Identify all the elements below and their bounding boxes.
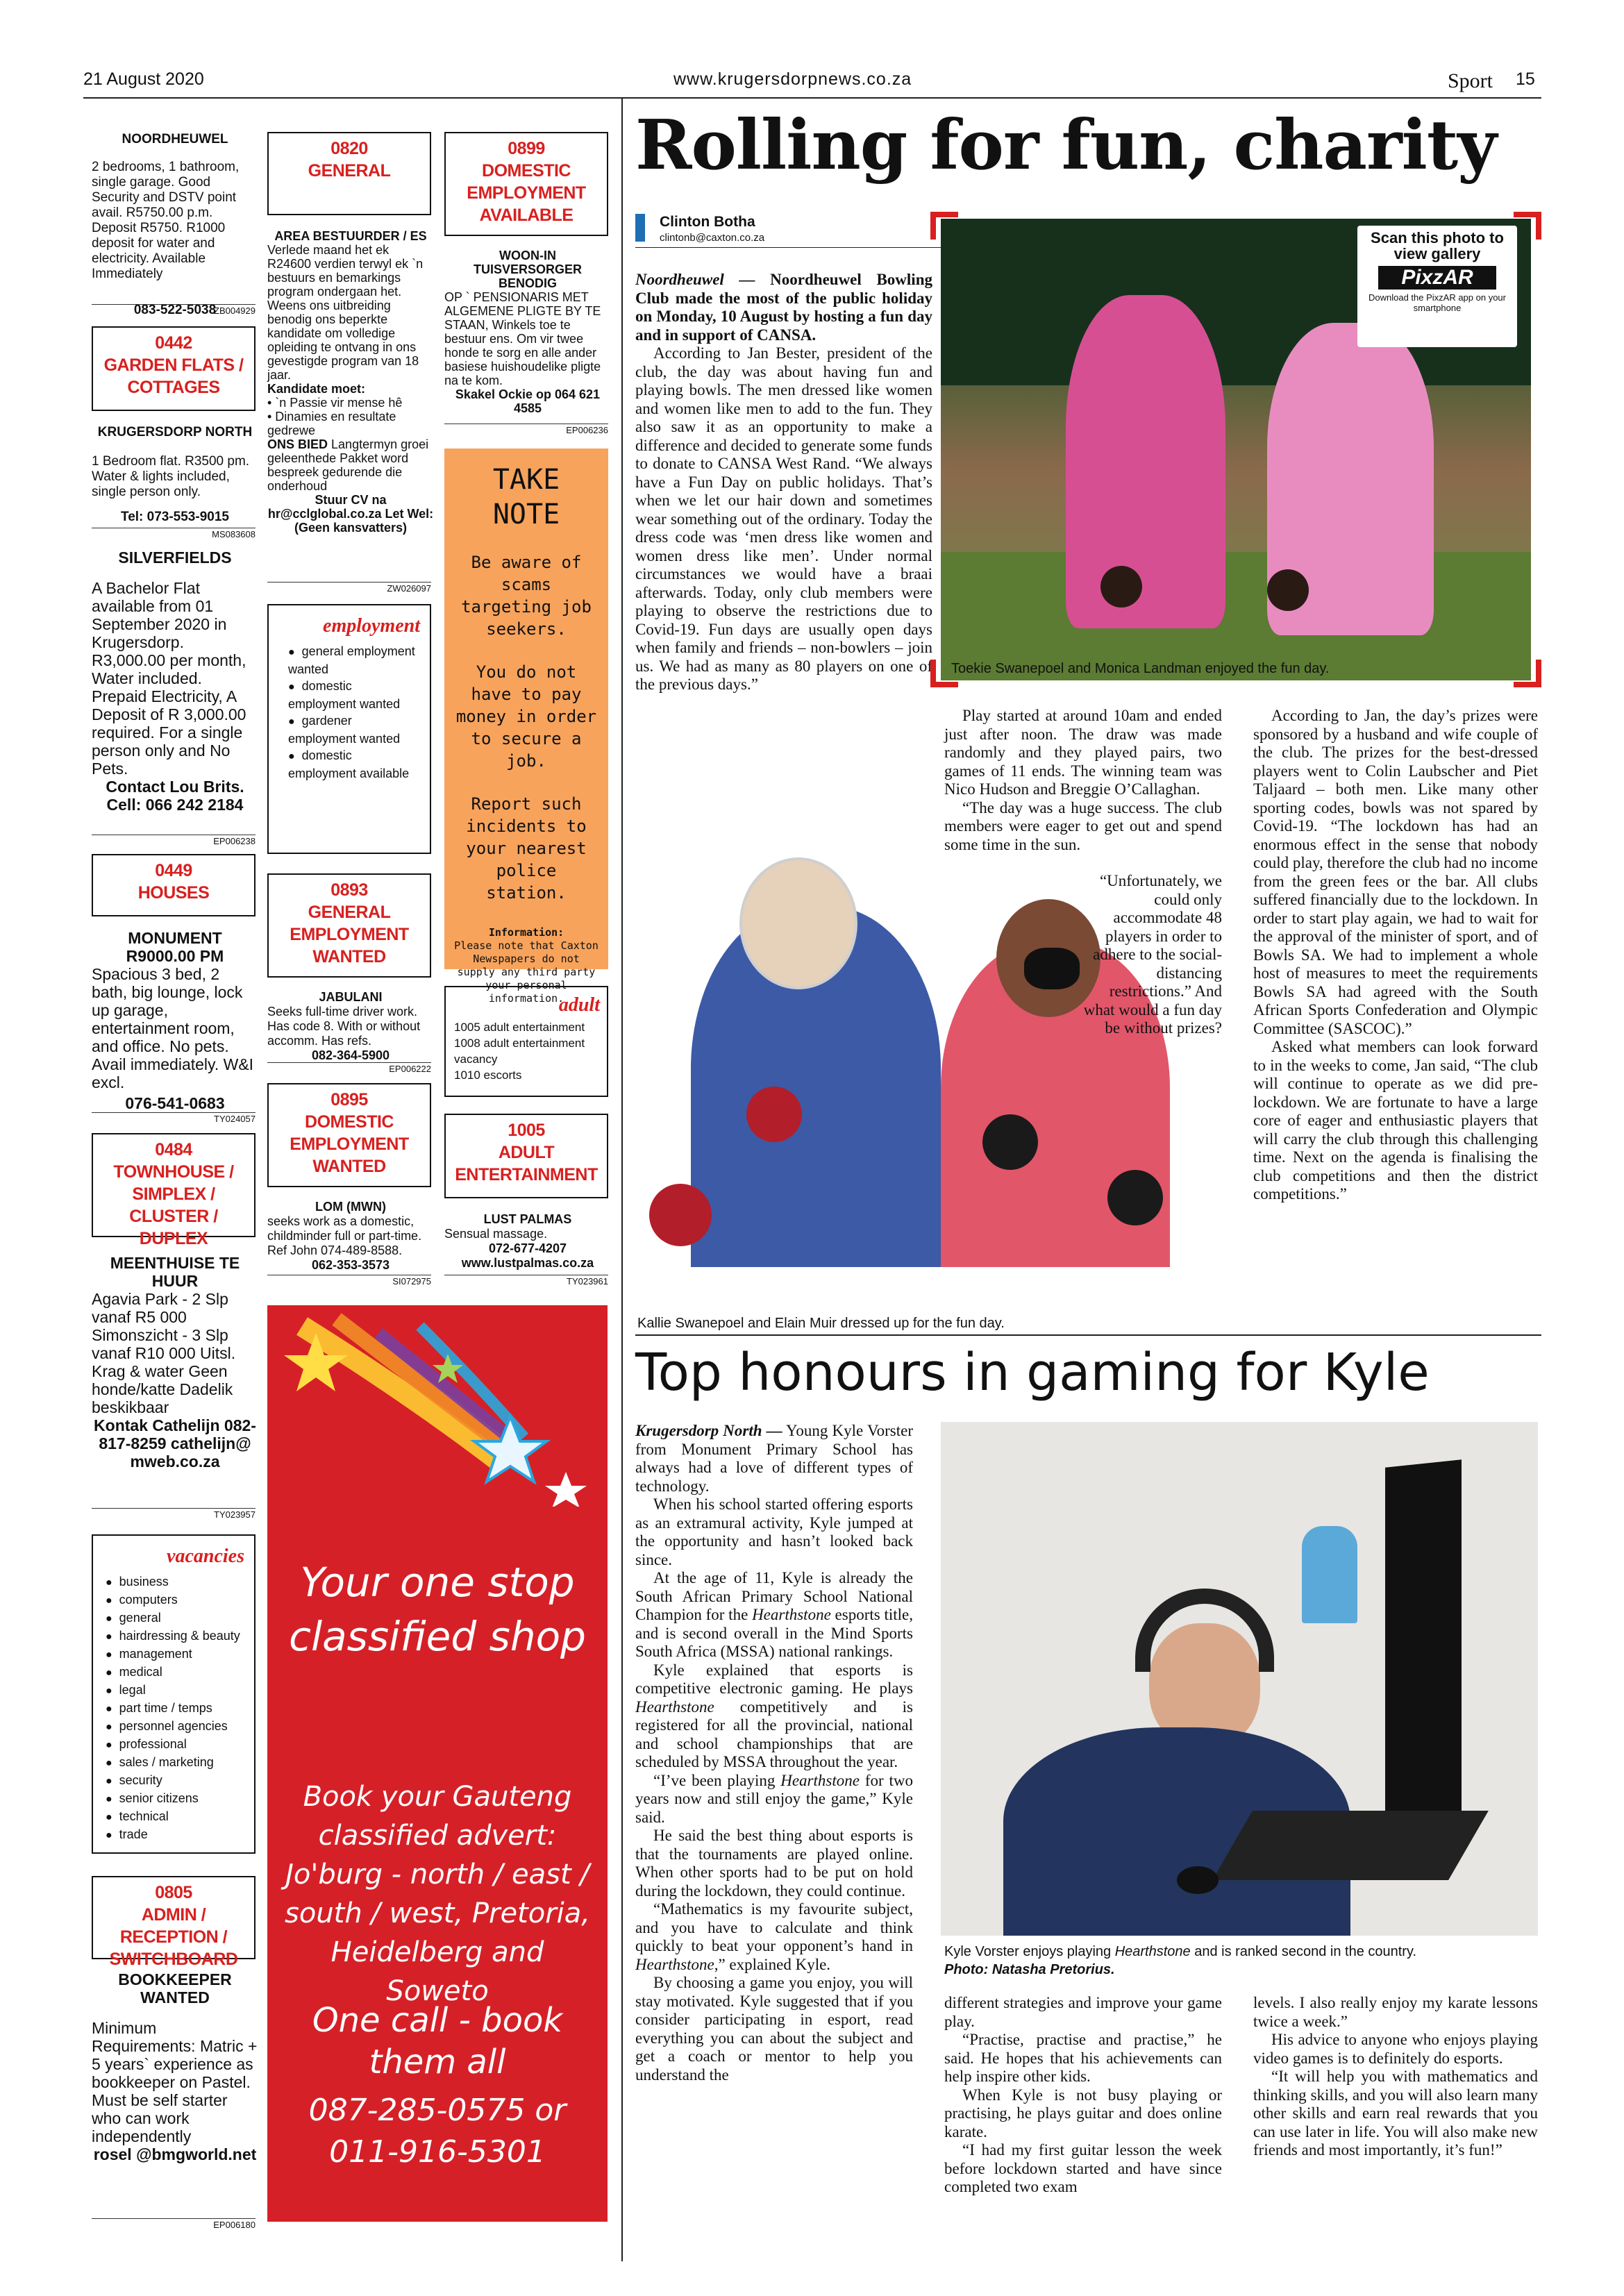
article2-col1: [635, 1422, 913, 2084]
promo-body: Book your Gauteng classified advert: Jo'burg - north / east / south / west, Pretoria, Heidelberg and Soweto: [285, 1781, 590, 2007]
article2-body: “It will help you with mathematics and thinking skills, and you will also learn many other skills and earn real rewards that you can use later in life. You will also make new friends and most importantly, it’s fun!”: [1253, 2068, 1538, 2159]
ad-title: NOORDHEUWEL: [122, 132, 228, 146]
ad-bookkeeper: [92, 1970, 258, 2163]
article2-headline: Top honours in gaming for Kyle: [635, 1343, 1430, 1402]
page-number: 15: [1516, 69, 1535, 89]
article2-body: He said the best thing about esports is that the tournaments are played online. When other sports had to be put on hold during the lockdown, they could continue.: [635, 1827, 913, 1900]
list-item[interactable]: ● general: [106, 1609, 244, 1627]
bowl-ball: [1100, 566, 1142, 607]
article1-body: According to Jan, the day’s prizes were sponsored by a husband and wife couple of the club. The prizes for the best-dressed players went to Colin Laubscher and Piet Taljaard – both men. Like many other sporting codes, bowls was not spared by Covid-19. “The lockdown has had an enormous effect in the sense that nobody could play, therefore the club had no income from the green fees or the bar. All clubs suffered financially due to the lockdown. In order to start play again, we had to wait for the approval of the minister of sport, and of Bowls SA. We had to implement a whole host of measures to meet the requirements Bowls SA had agreed with the South African Sports Confederation and Olympic Committee (SASCOC).”: [1253, 707, 1538, 1037]
ad-ref: ZW026097: [267, 582, 431, 594]
vacancies-box: [92, 1534, 256, 1854]
frame-corner: [930, 212, 958, 240]
ad-lust-palmas: [444, 1212, 611, 1271]
ad-text: Spacious 3 bed, 2 bath, big lounge, lock up garage, entertainment room, and office. No pets. Avail immediately. W&I excl.: [92, 965, 254, 1091]
article2-body: competitively and is registered for all the provincial, national and school championships that are scheduled by MSSA throughout the year.: [635, 1698, 913, 1770]
article2-body: for two years now and still enjoy the game,” Kyle said.: [635, 1771, 913, 1826]
article1-body: Play started at around 10am and ended just after noon. The draw was made randomly and they played pairs, two games of 11 ends. The winning team was Nico Hudson and Breggie O’Callaghan.: [944, 707, 1222, 798]
ad-phone[interactable]: 082-364-5900: [311, 1048, 390, 1062]
category-0899[interactable]: 0899 DOMESTIC EMPLOYMENT AVAILABLE: [444, 132, 608, 236]
article2-body: “Mathematics is my favourite subject, and you have to calculate and think quickly to beat your opponent’s hand in: [635, 1900, 913, 1954]
photo-mask: [1024, 948, 1080, 989]
ad-contact: Contact Lou Brits.: [106, 778, 244, 796]
header-rule: [83, 97, 1541, 99]
ad-ref: EP006222: [267, 1062, 431, 1074]
headphones-icon: [1135, 1589, 1274, 1672]
photo-kyle-gaming: [941, 1422, 1538, 1936]
ad-line: Langtermyn groei geleenthede Pakket word bespreek gedurende die onderhoud: [267, 437, 429, 493]
lead-place: Krugersdorp North —: [635, 1422, 782, 1439]
list-item[interactable]: ● computers: [106, 1591, 244, 1609]
list-item[interactable]: 1008 adult entertainment vacancy: [454, 1037, 585, 1066]
ad-title: MONUMENT: [128, 929, 222, 947]
ad-ref: TY023957: [92, 1508, 256, 1520]
ad-text: Verlede maand het ek R24600 verdien terwyl ek `n bestuurs en bemarkings program ondergaan het. Weens ons uitbreiding benodig ons beperkte kandidate om volledige opleiding te ontvang in ons gevestigde program van 18 jaar.: [267, 243, 424, 382]
take-note-info-title: Information:: [488, 926, 564, 939]
lead-place: Noordheuwel —: [635, 271, 755, 288]
category-0893[interactable]: 0893 GENERAL EMPLOYMENT WANTED: [267, 873, 431, 978]
ad-title: AREA BESTUURDER / ES: [274, 229, 427, 243]
ad-meenthuise: [92, 1254, 258, 1470]
ad-monument: [92, 929, 258, 1112]
list-item[interactable]: ● technical: [106, 1808, 244, 1826]
list-item[interactable]: ● legal: [106, 1682, 244, 1700]
ad-phone[interactable]: 083-522-5038: [133, 303, 217, 317]
ad-title: SILVERFIELDS: [118, 548, 232, 567]
list-item[interactable]: ● gardener employment wanted: [288, 712, 420, 747]
list-item[interactable]: ● domestic employment wanted: [288, 678, 420, 712]
ad-text: Seeks full-time driver work. Has code 8. With or without accomm. Has refs.: [267, 1005, 421, 1048]
ad-title: JABULANI: [319, 990, 383, 1004]
ad-text: Agavia Park - 2 Slp vanaf R5 000 Simonszicht - 3 Slp vanaf R10 000 Uitsl. Krag & water Geen honde/katte Dadelik beskikbaar: [92, 1290, 236, 1416]
photo2-caption: Kallie Swanepoel and Elain Muir dressed up for the fun day.: [637, 1316, 1005, 1331]
ad-title: WOON-IN TUISVERSORGER BENODIG: [473, 249, 583, 290]
ad-phone[interactable]: 062-353-3573: [311, 1258, 390, 1272]
article2-body: “I’ve been playing: [653, 1771, 781, 1789]
article2-body: When his school started offering esports as an extramural activity, Kyle jumped at the opportunity and hasn’t looked back since.: [635, 1495, 913, 1568]
employment-title: employment: [323, 615, 420, 637]
ad-text: Sensual massage.: [444, 1227, 548, 1241]
category-0895[interactable]: 0895 DOMESTIC EMPLOYMENT WANTED: [267, 1083, 431, 1187]
list-item[interactable]: 1010 escorts: [454, 1069, 522, 1082]
byline-rule: [635, 247, 941, 248]
bowl-ball: [982, 1114, 1038, 1170]
take-note-line: Be aware of scams targeting job seekers.: [461, 553, 592, 639]
article2-body: Kyle explained that esports is competitive electronic gaming. He plays: [635, 1661, 913, 1697]
list-item[interactable]: ● trade: [106, 1826, 244, 1844]
ad-line: • `n Passie vir mense hê: [267, 396, 403, 410]
caption-text: and is ranked second in the country.: [1190, 1944, 1417, 1959]
ad-ref: EP006238: [92, 835, 256, 846]
photo-mouse: [1177, 1866, 1219, 1894]
category-0820[interactable]: 0820 GENERAL: [267, 132, 431, 215]
ad-ref: EP006236: [444, 424, 608, 435]
promo-headline: Your one stop classified shop: [289, 1559, 586, 1660]
article1-col2-wrap: [1083, 872, 1222, 1038]
photo1-caption: Toekie Swanepoel and Monica Landman enjoyed the fun day.: [951, 661, 1330, 676]
ad-contact[interactable]: Kontak Cathelijn 082-817-8259 cathelijn@ mweb.co.za: [94, 1416, 256, 1470]
article1-body: “The day was a huge success. The club members were eager to get out and spend some time in the sun.: [944, 798, 1222, 853]
article1-col2: [944, 707, 1222, 854]
article2-col3: [1253, 1994, 1538, 2160]
ad-text: 1 Bedroom flat. R3500 pm. Water & lights included, single person only.: [92, 454, 250, 499]
ad-text: seeks work as a domestic, childminder full or part-time. Ref John 074-489-8588.: [267, 1214, 422, 1257]
article-divider: [635, 1334, 1541, 1336]
category-1005[interactable]: 1005 ADULT ENTERTAINMENT: [444, 1114, 608, 1198]
photo-keyboard: [1212, 1811, 1489, 1880]
pixzar-scan: Scan this photo to view gallery: [1371, 229, 1504, 262]
photo-headphone-stand: [1302, 1526, 1357, 1623]
list-item[interactable]: ● medical: [106, 1664, 244, 1682]
take-note-line: Report such incidents to your nearest police station.: [466, 794, 587, 903]
game-title: Hearthstone: [780, 1771, 860, 1789]
article2-body: Young Kyle Vorster from Monument Primary School has always had a love of different types of technology.: [635, 1422, 914, 1495]
list-item[interactable]: ● personnel agencies: [106, 1718, 244, 1736]
ad-title: LUST PALMAS: [483, 1212, 572, 1226]
article1-body: Asked what members can look forward to in the weeks to come, Jan said, “The club will continue to operate as we did pre-lockdown. We are fortunate to have a large core of eager and enthusiastic players that will carry the club through this challenging time. Next on the agenda is finalising the club competitions and then the district competitions.”: [1253, 1038, 1538, 1203]
category-0484[interactable]: 0484 TOWNHOUSE / SIMPLEX / CLUSTER / DUPLEX: [92, 1133, 256, 1237]
list-item[interactable]: ● professional: [106, 1736, 244, 1754]
article2-body: “Practise, practise and practise,” he said. He hopes that his achievements can help inspire other kids.: [944, 2031, 1222, 2085]
promo-phone[interactable]: 087-285-0575 or 011-916-5301: [308, 2093, 567, 2170]
article2-col2: [944, 1994, 1222, 2197]
byline-email[interactable]: clintonb@caxton.co.za: [660, 232, 765, 244]
ad-line: • Dinamies en resultate gedrewe: [267, 410, 396, 437]
ad-text: Minimum Requirements: Matric + 5 years` experience as bookkeeper on Pastel. Must be self starter who can work independently: [92, 2019, 258, 2145]
ad-text: A Bachelor Flat available from 01 September 2020 in Krugersdorp. R3,000.00 per month, Water included. Prepaid Electricity, A Deposit of R 3,000.00 required. For a single person only and No Pets.: [92, 579, 246, 778]
game-title: Hearthstone: [752, 1606, 831, 1623]
ad-ref: MS083608: [92, 528, 256, 539]
article1-body: “Unfortunately, we could only accommodate 48 players in order to adhere to the social-distancing restrictions.” And what would a fun day be without prizes?: [1083, 872, 1222, 1037]
ad-title: KRUGERSDORP NORTH: [97, 425, 253, 439]
article2-body: “I had my first guitar lesson the week before lockdown started and have since completed two exam: [944, 2141, 1222, 2195]
pixzar-download: Download the PixzAR app on your smartphone: [1368, 292, 1506, 313]
site-url[interactable]: www.krugersdorpnews.co.za: [673, 69, 912, 89]
article2-body: At the age of 11, Kyle is already the South African Primary School National Champion for the: [635, 1569, 913, 1623]
ad-woon-in: [444, 249, 611, 415]
employment-list: [288, 643, 420, 782]
ad-url[interactable]: www.lustpalmas.co.za: [461, 1256, 594, 1270]
frame-corner: [1514, 212, 1541, 240]
category-0442[interactable]: 0442 GARDEN FLATS / COTTAGES: [92, 326, 256, 411]
photo3-caption: [944, 1944, 1416, 1960]
bowl-ball: [1107, 1170, 1163, 1225]
ad-phone[interactable]: 076-541-0683: [125, 1094, 225, 1112]
bowl-ball: [1267, 569, 1309, 611]
pixzar-logo: PixzAR: [1378, 266, 1496, 290]
ad-title: MEENTHUISE TE HUUR: [110, 1254, 240, 1290]
byline-name: Clinton Botha: [660, 214, 755, 230]
ad-price: R9000.00 PM: [126, 947, 224, 965]
lead-text: Noordheuwel Bowling Club made the most of the public holiday on Monday, 10 August by hosting a fun day and in support of CANSA.: [635, 271, 932, 344]
ad-contact[interactable]: rosel @bmgworld.net: [93, 2145, 257, 2163]
list-item[interactable]: ● business: [106, 1573, 244, 1591]
ad-lom: [267, 1200, 434, 1273]
ad-ref: TY024057: [92, 1112, 256, 1124]
list-item[interactable]: ● management: [106, 1645, 244, 1664]
list-item[interactable]: ● senior citizens: [106, 1790, 244, 1808]
ad-ref: TY023961: [444, 1275, 608, 1287]
frame-corner: [1514, 660, 1541, 687]
adult-title: adult: [558, 994, 600, 1016]
column-divider: [621, 99, 623, 2261]
photo-face-shield: [739, 857, 857, 989]
article2-body: different strategies and improve your game play.: [944, 1994, 1222, 2030]
vacancies-title: vacancies: [167, 1545, 244, 1567]
ad-phone[interactable]: 072-677-4207: [488, 1241, 567, 1255]
adult-list: [454, 1019, 600, 1083]
photo-monitor: [1385, 1459, 1462, 1829]
game-title: Hearthstone: [1114, 1944, 1191, 1959]
list-item[interactable]: ● general employment wanted: [288, 643, 420, 678]
list-item[interactable]: ● hairdressing & beauty: [106, 1627, 244, 1645]
ad-phone[interactable]: Cell: 066 242 2184: [106, 796, 244, 814]
adult-box: [444, 986, 608, 1097]
ad-krugersdorp-north: [92, 425, 258, 525]
list-item[interactable]: ● part time / temps: [106, 1700, 244, 1718]
ad-contact[interactable]: Stuur CV na hr@cclglobal.co.za Let Wel: (Geen kansvatters): [267, 493, 434, 535]
pixzar-badge[interactable]: [1357, 226, 1517, 347]
bowl-ball: [649, 1184, 712, 1246]
article1-headline: Rolling for fun, charity: [635, 106, 1497, 185]
ad-text: 2 bedrooms, 1 bathroom, single garage. Good Security and DSTV point avail. R5750.00 p.m. Deposit R5750. R1000 deposit for water and electricity. Available Immediately: [92, 160, 240, 281]
list-item[interactable]: ● sales / marketing: [106, 1754, 244, 1772]
promo-call: One call - book them all: [312, 2001, 563, 2081]
article2-body: ,” explained Kyle.: [714, 1955, 831, 1973]
vacancies-list: [106, 1573, 244, 1844]
article1-col1: [635, 271, 932, 694]
list-item[interactable]: ● domestic employment available: [288, 747, 420, 782]
article2-body: esports title, and is second overall in the Mind Sports South Africa (MSSA) national rankings.: [635, 1606, 913, 1660]
ad-contact[interactable]: Skakel Ockie op 064 621 4585: [455, 387, 601, 415]
section-label: Sport: [1448, 69, 1493, 92]
photo-credit: Photo: Natasha Pretorius.: [944, 1962, 1115, 1977]
ad-silverfields: [92, 548, 258, 814]
classified-promo[interactable]: [267, 1305, 608, 2222]
ad-subtitle: ONS BIED: [267, 437, 328, 451]
caption-text: Kyle Vorster enjoys playing: [944, 1944, 1115, 1959]
take-note-line: You do not have to pay money in order to secure a job.: [455, 662, 597, 771]
shooting-stars-icon: [274, 1312, 601, 1507]
employment-box: [267, 604, 431, 854]
category-0805[interactable]: 0805 ADMIN / RECEPTION / SWITCHBOARD: [92, 1876, 256, 1959]
ad-phone[interactable]: Tel: 073-553-9015: [121, 510, 229, 524]
article1-body: According to Jan Bester, president of the club, the day was about having fun and playing bowls. The men dressed like women and women like men to add to the fun. They also saw it as an opportunity to make a difference and decided to generate some funds to donate to CANSA West Rand. “We always have a Fun Day on public holidays. That’s when we let our hair down and sometimes wear something out of the ordinary. Today the dress code was ‘men dress like women and women dress like men’. Under normal circumstances we would have a braai afterwards. Today, only club members were playing to observe the restrictions due to Covid-19. Fun days are usually open days when family and friends – non-bowlers – join us. We had as many as 80 players on one of the previous days.”: [635, 344, 932, 693]
ad-title: BOOKKEEPER WANTED: [118, 1970, 232, 2006]
ad-title: LOM (MWN): [315, 1200, 386, 1214]
ad-ref: ZB004929: [92, 304, 256, 316]
ad-area-bestuurder: [267, 229, 434, 535]
game-title: Hearthstone: [635, 1955, 714, 1973]
article2-body: By choosing a game you enjoy, you will stay motivated. Kyle suggested that if you consider participating in esport, read everything you can about the subject and get a coach or mentor to help you understand the: [635, 1974, 913, 2084]
ad-ref: EP006180: [92, 2218, 256, 2230]
article2-body: levels. I also really enjoy my karate lessons twice a week.”: [1253, 1994, 1538, 2030]
bowl-ball: [746, 1087, 802, 1142]
list-item[interactable]: ● security: [106, 1772, 244, 1790]
ad-ref: SI072975: [267, 1275, 431, 1287]
article2-body: His advice to anyone who enjoys playing video games is to definitely do esports.: [1253, 2031, 1538, 2067]
category-0449[interactable]: 0449 HOUSES: [92, 854, 256, 916]
take-note-info: Please note that Caxton Newspapers do not supply any third party your personal information.: [454, 939, 598, 1005]
take-note-title: TAKE NOTE: [492, 464, 560, 530]
byline-marker: [635, 214, 645, 242]
ad-text: OP ` PENSIONARIS MET ALGEMENE PLIGTE BY TE STAAN, Winkels toe te bestuur ens. Om vir twee honde te sorg en alle ander basiese huishoudelike pligte na te kom.: [444, 290, 601, 387]
list-item[interactable]: 1005 adult entertainment: [454, 1021, 585, 1034]
article1-col3: [1253, 707, 1538, 1204]
ad-noordheuwel: [92, 132, 258, 318]
ad-subtitle: Kandidate moet:: [267, 382, 366, 396]
ad-jabulani: [267, 990, 434, 1063]
issue-date: 21 August 2020: [83, 69, 204, 89]
photo-bowler-left: [1066, 295, 1225, 628]
game-title: Hearthstone: [635, 1698, 714, 1716]
article2-body: When Kyle is not busy playing or practising, he plays guitar and does online karate.: [944, 2086, 1222, 2140]
